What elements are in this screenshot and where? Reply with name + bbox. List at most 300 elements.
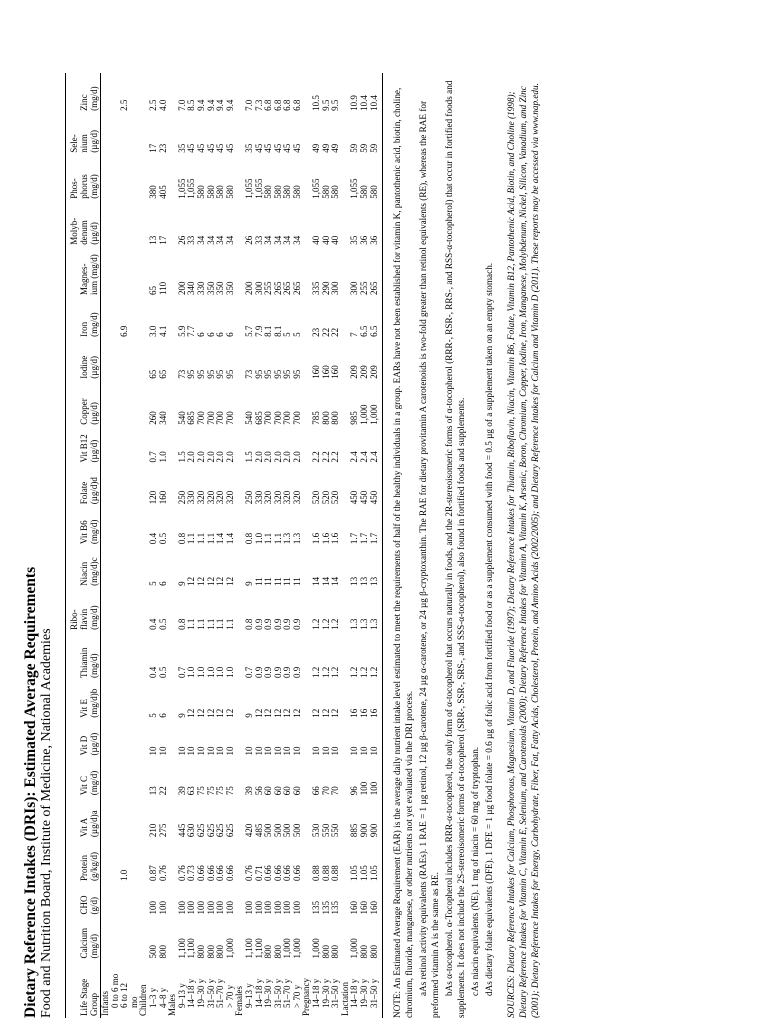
- value-cell: 0.9: [291, 666, 302, 678]
- value-cell: [111, 247, 121, 297]
- value-cell: 100: [157, 901, 168, 915]
- value-cell: 685: [253, 411, 264, 425]
- value-cell: 265: [272, 281, 283, 296]
- life-stage-cell: 19–30 y: [320, 978, 331, 1008]
- value-cell: 580: [205, 185, 216, 199]
- value-cell: 5: [147, 713, 158, 718]
- value-cell: 1.3: [291, 532, 302, 545]
- value-cell: [111, 506, 121, 546]
- value-cell: 1.2: [311, 618, 322, 630]
- value-cell: 900: [359, 823, 370, 838]
- value-cell: 4.1: [157, 325, 168, 337]
- value-cell: 1,055: [253, 178, 264, 199]
- value-cell: [120, 247, 130, 297]
- value-cell: 405: [157, 185, 168, 199]
- value-cell: 100: [291, 901, 302, 915]
- value-cell: 100: [186, 901, 197, 915]
- value-cell: 500: [272, 823, 283, 838]
- value-cell: 1.0: [215, 666, 226, 678]
- value-cell: 75: [195, 786, 206, 796]
- value-cell: 320: [282, 490, 293, 505]
- value-cell: 0.8: [243, 618, 254, 630]
- value-cell: [120, 506, 130, 546]
- value-cell: 800: [157, 944, 168, 959]
- value-cell: 1.0: [157, 451, 168, 463]
- column-header: Sele- nium (µg/d): [66, 113, 101, 155]
- value-cell: 1,000: [291, 938, 302, 959]
- value-cell: [111, 797, 121, 839]
- value-cell: 7.9: [253, 325, 264, 337]
- value-cell: 320: [291, 490, 302, 505]
- value-cell: 200: [176, 281, 187, 296]
- value-cell: 33: [253, 235, 264, 245]
- value-cell: 10: [205, 746, 216, 756]
- value-cell: 2.2: [320, 451, 331, 463]
- value-cell: [120, 632, 130, 680]
- value-cell: 0.9: [291, 618, 302, 630]
- table-row: [293, 73, 303, 1018]
- value-cell: 7.0: [176, 99, 187, 111]
- value-cell: 9.4: [224, 99, 235, 111]
- value-cell: 66: [311, 786, 322, 796]
- value-cell: 450: [370, 464, 383, 506]
- value-cell: 1,055: [243, 178, 254, 199]
- value-cell: [130, 757, 140, 797]
- value-cell: 900: [370, 797, 383, 839]
- value-cell: 9.5: [320, 99, 331, 111]
- value-cell: [130, 588, 140, 632]
- column-header: Vit C (mg/d): [66, 757, 101, 797]
- value-cell: 34: [291, 235, 302, 245]
- value-cell: [101, 506, 111, 546]
- value-cell: 0.88: [320, 865, 331, 882]
- column-header: Iron (mg/d): [66, 297, 101, 339]
- value-cell: 800: [272, 944, 283, 959]
- value-cell: 2.0: [291, 451, 302, 463]
- value-cell: 9: [176, 581, 187, 586]
- value-cell: 885: [349, 823, 360, 838]
- value-cell: 0.4: [147, 666, 158, 678]
- value-cell: 95: [215, 369, 226, 379]
- value-cell: 13: [370, 546, 383, 588]
- value-cell: 135: [330, 901, 341, 915]
- value-cell: [120, 381, 130, 427]
- value-cell: 0.5: [157, 666, 168, 678]
- value-cell: 33: [186, 235, 197, 245]
- value-cell: [101, 73, 111, 113]
- column-header: Vit B12 (µg/d): [66, 427, 101, 465]
- value-cell: 520: [320, 490, 331, 505]
- value-cell: 800: [320, 411, 331, 425]
- value-cell: 1.7: [370, 506, 383, 546]
- value-cell: 1.05: [359, 865, 370, 882]
- value-cell: [111, 588, 121, 632]
- value-cell: 45: [263, 143, 274, 153]
- value-cell: [120, 917, 130, 961]
- value-cell: 22: [157, 786, 168, 796]
- value-cell: 0.5: [157, 618, 168, 630]
- value-cell: 320: [205, 490, 216, 505]
- value-cell: 59: [359, 143, 370, 153]
- value-cell: 45: [282, 143, 293, 153]
- value-cell: 100: [147, 901, 158, 915]
- column-header: Phos- phorus (mg/d): [66, 155, 101, 201]
- value-cell: 75: [205, 786, 216, 796]
- life-stage-cell: 4–8 y: [157, 987, 168, 1008]
- value-cell: 800: [195, 944, 206, 959]
- value-cell: 73: [243, 369, 254, 379]
- value-cell: 320: [272, 490, 283, 505]
- value-cell: 0.66: [272, 865, 283, 882]
- value-cell: 0.66: [263, 865, 274, 882]
- column-header: Vit B6 (mg/d): [66, 506, 101, 546]
- value-cell: 2.0: [253, 451, 264, 463]
- value-cell: 49: [311, 143, 322, 153]
- value-cell: 10: [157, 746, 168, 756]
- life-stage-cell: 14–18 y: [311, 978, 322, 1008]
- value-cell: 540: [176, 411, 187, 425]
- value-cell: 275: [157, 823, 168, 838]
- value-cell: 34: [205, 235, 216, 245]
- value-cell: 6.5: [370, 297, 383, 339]
- value-cell: 985: [349, 411, 360, 425]
- value-cell: 8.1: [272, 325, 283, 337]
- column-header: Life Stage Group: [66, 960, 101, 1018]
- value-cell: 14: [330, 576, 341, 586]
- value-cell: 12: [195, 708, 206, 718]
- value-cell: 13: [349, 576, 360, 586]
- table-body: [101, 73, 383, 1018]
- value-cell: 1,000: [224, 938, 235, 959]
- value-cell: 500: [147, 944, 158, 959]
- value-cell: 10: [282, 746, 293, 756]
- column-header: Copper (µg/d): [66, 381, 101, 427]
- value-cell: 1.5: [243, 451, 254, 463]
- value-cell: [120, 464, 130, 506]
- value-cell: 60: [282, 786, 293, 796]
- value-cell: 8.5: [186, 99, 197, 111]
- value-cell: 0.66: [215, 865, 226, 882]
- value-cell: 160: [311, 365, 322, 379]
- value-cell: 36: [359, 235, 370, 245]
- life-stage-cell: 9–13 y: [176, 983, 187, 1008]
- value-cell: 5: [282, 332, 293, 337]
- value-cell: [101, 339, 111, 381]
- value-cell: 1.05: [370, 839, 383, 883]
- life-stage-cell: 14–18 y: [253, 978, 264, 1008]
- value-cell: 10: [320, 746, 331, 756]
- value-cell: 1,100: [253, 938, 264, 959]
- value-cell: 250: [243, 490, 254, 505]
- value-cell: 800: [215, 944, 226, 959]
- value-cell: 0.7: [176, 666, 187, 678]
- life-stage-cell: 31–50 y: [272, 978, 283, 1008]
- value-cell: 95: [253, 369, 264, 379]
- value-cell: 10: [330, 746, 341, 756]
- value-cell: 13: [147, 786, 158, 796]
- value-cell: 7.0: [243, 99, 254, 111]
- value-cell: [111, 155, 121, 201]
- life-stage-cell: 19–30 y: [263, 978, 274, 1008]
- value-cell: 265: [291, 281, 302, 296]
- value-cell: 445: [176, 823, 187, 838]
- value-cell: 0.87: [147, 865, 158, 882]
- life-stage-cell: 14–18 y: [349, 978, 360, 1008]
- table-row: [120, 73, 130, 1018]
- value-cell: 2.0: [224, 451, 235, 463]
- value-cell: 45: [195, 143, 206, 153]
- value-cell: 40: [320, 235, 331, 245]
- value-cell: 330: [186, 490, 197, 505]
- value-cell: 49: [320, 143, 331, 153]
- value-cell: 12: [224, 708, 235, 718]
- value-cell: 1.5: [176, 451, 187, 463]
- table-row: [226, 73, 236, 1018]
- value-cell: [101, 427, 111, 465]
- value-cell: [101, 247, 111, 297]
- column-header: Vit A (µg/d)a: [66, 797, 101, 839]
- value-cell: 200: [243, 281, 254, 296]
- value-cell: 340: [157, 411, 168, 425]
- life-stage-cell: Infants: [100, 991, 110, 1016]
- value-cell: 1.1: [186, 618, 197, 630]
- value-cell: 10: [291, 746, 302, 756]
- value-cell: 22: [330, 327, 341, 337]
- value-cell: [101, 201, 111, 247]
- value-cell: 1.0: [205, 666, 216, 678]
- value-cell: 0.9: [282, 666, 293, 678]
- value-cell: 135: [311, 901, 322, 915]
- value-cell: 160: [330, 365, 341, 379]
- value-cell: 10: [311, 746, 322, 756]
- value-cell: 45: [205, 143, 216, 153]
- value-cell: 2.4: [370, 427, 383, 465]
- value-cell: [130, 506, 140, 546]
- value-cell: 35: [349, 235, 360, 245]
- value-cell: 7: [349, 332, 360, 337]
- value-cell: 1.0: [195, 666, 206, 678]
- value-cell: 1.6: [320, 532, 331, 545]
- value-cell: 1.1: [272, 532, 283, 545]
- value-cell: [111, 917, 121, 961]
- value-cell: 10: [359, 746, 370, 756]
- value-cell: 65: [147, 369, 158, 379]
- table-row: [370, 73, 383, 1018]
- value-cell: 580: [272, 185, 283, 199]
- value-cell: 0.9: [253, 618, 264, 630]
- value-cell: 60: [272, 786, 283, 796]
- column-header: Ribo- flavin (mg/d): [66, 588, 101, 632]
- value-cell: [101, 720, 111, 758]
- value-cell: 255: [263, 281, 274, 296]
- value-cell: 580: [291, 185, 302, 199]
- value-cell: 60: [291, 786, 302, 796]
- value-cell: 625: [205, 823, 216, 838]
- value-cell: 580: [215, 185, 226, 199]
- value-cell: [130, 883, 140, 916]
- column-header: Vit D (µg/d): [66, 720, 101, 758]
- value-cell: 12: [253, 708, 264, 718]
- value-cell: 9.5: [330, 99, 341, 111]
- value-cell: 7.7: [186, 325, 197, 337]
- value-cell: [130, 464, 140, 506]
- value-cell: 0.9: [263, 618, 274, 630]
- value-cell: 70: [320, 786, 331, 796]
- column-header: Zinc (mg/d): [66, 73, 101, 113]
- value-cell: 1,055: [349, 178, 360, 199]
- value-cell: 530: [311, 823, 322, 838]
- value-cell: 59: [370, 113, 383, 155]
- column-header: Magnes- ium (mg/d): [66, 247, 101, 297]
- value-cell: 320: [224, 490, 235, 505]
- value-cell: 0.9: [253, 666, 264, 678]
- value-cell: 120: [147, 490, 158, 505]
- life-stage-cell: 14–18 y: [186, 978, 197, 1008]
- value-cell: 0.9: [272, 666, 283, 678]
- value-cell: 685: [186, 411, 197, 425]
- value-cell: 260: [147, 411, 158, 425]
- value-cell: [101, 680, 111, 720]
- value-cell: 540: [243, 411, 254, 425]
- value-cell: 1.4: [215, 532, 226, 545]
- value-cell: 700: [282, 411, 293, 425]
- value-cell: 40: [311, 235, 322, 245]
- value-cell: 9: [243, 713, 254, 718]
- value-cell: 420: [243, 823, 254, 838]
- value-cell: 580: [370, 155, 383, 201]
- value-cell: 2.5: [119, 99, 130, 111]
- value-cell: 95: [263, 369, 274, 379]
- value-cell: 12: [186, 708, 197, 718]
- value-cell: 5.7: [243, 325, 254, 337]
- life-stage-cell: > 70 y: [224, 984, 235, 1008]
- value-cell: 12: [215, 576, 226, 586]
- value-cell: 6: [157, 581, 168, 586]
- value-cell: 520: [330, 490, 341, 505]
- value-cell: 10: [263, 746, 274, 756]
- value-cell: 49: [330, 143, 341, 153]
- value-cell: 16: [370, 680, 383, 720]
- value-cell: 320: [263, 490, 274, 505]
- value-cell: 1,055: [176, 178, 187, 199]
- value-cell: 160: [320, 365, 331, 379]
- value-cell: [130, 427, 140, 465]
- value-cell: [120, 883, 130, 916]
- value-cell: 1,100: [176, 938, 187, 959]
- table-row: [159, 73, 169, 1018]
- value-cell: 11: [291, 577, 302, 586]
- value-cell: 10.4: [359, 95, 370, 111]
- value-cell: 10: [349, 746, 360, 756]
- value-cell: 0.4: [147, 532, 158, 545]
- value-cell: 265: [370, 247, 383, 297]
- value-cell: 1.2: [370, 632, 383, 680]
- value-cell: 10: [215, 746, 226, 756]
- value-cell: [130, 546, 140, 588]
- value-cell: 300: [349, 281, 360, 296]
- value-cell: 1,000: [359, 404, 370, 425]
- value-cell: 10: [253, 746, 264, 756]
- value-cell: 1.7: [349, 532, 360, 545]
- value-cell: 6.8: [263, 99, 274, 111]
- value-cell: [130, 632, 140, 680]
- value-cell: [130, 917, 140, 961]
- value-cell: 10: [195, 746, 206, 756]
- value-cell: 1.1: [215, 618, 226, 630]
- value-cell: 100: [282, 901, 293, 915]
- value-cell: [120, 588, 130, 632]
- value-cell: 1.7: [359, 532, 370, 545]
- value-cell: 1,000: [349, 938, 360, 959]
- value-cell: 45: [272, 143, 283, 153]
- value-cell: 625: [215, 823, 226, 838]
- value-cell: 11: [282, 577, 293, 586]
- value-cell: 580: [263, 185, 274, 199]
- value-cell: 34: [282, 235, 293, 245]
- value-cell: 700: [195, 411, 206, 425]
- value-cell: 12: [195, 576, 206, 586]
- value-cell: 39: [176, 786, 187, 796]
- value-cell: 0.8: [176, 532, 187, 545]
- value-cell: 1.6: [330, 532, 341, 545]
- sources-text: SOURCES: Dietary Reference Intakes for Calcium, Phosphorous, Magnesium, Vitamin D, and Fluoride (1997); Dietary Reference Intakes for Thiamin, Riboflavin, Niacin, Vitamin B6, Folate, Vitamin B12, Pantothenic Acid, Biotin, and Choline (1998); Dietary Reference Intakes for Vitamin C, Vitamin E, Selenium, and Carotenoids (2000); Dietary Reference Intakes for Vitamin A, Vitamin K, Arsenic, Boron, Chromium, Copper, Iodine, Iron, Manganese, Molybdenum, Nickel, Silicon, Vanadium, and Zinc (2001); Dietary Reference Intakes for Energy, Carbohydrate, Fiber, Fat, Fatty Acids, Cholesterol, Protein, and Amino Acids (2002/2005); and Dietary Reference Intakes for Calcium and Vitamin D (2011). These reports may be accessed via www.nap.edu.: [506, 83, 541, 1018]
- value-cell: 12: [330, 708, 341, 718]
- value-cell: 2.2: [311, 451, 322, 463]
- value-cell: [130, 155, 140, 201]
- value-cell: [111, 632, 121, 680]
- value-cell: [111, 339, 121, 381]
- value-cell: [101, 757, 111, 797]
- value-cell: 1,100: [186, 938, 197, 959]
- value-cell: 500: [263, 823, 274, 838]
- value-cell: 100: [253, 901, 264, 915]
- value-cell: 2.0: [282, 451, 293, 463]
- value-cell: [120, 113, 130, 155]
- life-stage-cell: 9–13 y: [243, 983, 254, 1008]
- value-cell: [130, 339, 140, 381]
- value-cell: [101, 464, 111, 506]
- value-cell: 12: [291, 708, 302, 718]
- value-cell: 14: [311, 576, 322, 586]
- value-cell: 0.8: [176, 618, 187, 630]
- life-stage-cell: 0 to 6 mo: [109, 973, 120, 1008]
- value-cell: 96: [349, 786, 360, 796]
- value-cell: [111, 113, 121, 155]
- value-cell: 580: [224, 185, 235, 199]
- value-cell: 40: [330, 235, 341, 245]
- footnote-d: dAs dietary folate equivalents (DFE). 1 DFE = 1 µg food folate = 0.6 µg of folic acid from fortified food or as a supplement consumed with food = 0.5 µg of a supplement taken on an empty stomach.: [484, 262, 495, 996]
- value-cell: 5: [147, 581, 158, 586]
- value-cell: [111, 546, 121, 588]
- value-cell: 70: [330, 786, 341, 796]
- value-cell: 9.4: [215, 99, 226, 111]
- rotated-table-page: [22, 18, 762, 1018]
- value-cell: 250: [176, 490, 187, 505]
- value-cell: 1.1: [186, 532, 197, 545]
- ear-table: [65, 73, 383, 1018]
- value-cell: [111, 464, 121, 506]
- note-text: NOTE: An Estimated Average Requirement (EAR) is the average daily nutrient intake level estimated to meet the requirements of half of the healthy individuals in a group. EARs have not been established for vitamin K, pantothenic acid, biotin, choline, chromium, fluoride, manganese, or other nutrients not yet evaluated via the DRI process.: [392, 87, 415, 1018]
- value-cell: [120, 201, 130, 247]
- value-cell: 10: [224, 746, 235, 756]
- footnote-b: bAs α-tocopherol. α-Tocopherol includes RRR-α-tocopherol, the only form of α-tocopherol that occurs naturally in foods, and the 2R-stereoisomeric forms of α-tocopherol (RRR-, RSR-, RRS-, and RSS-α-tocopherol) that occur in fortified foods and supplements. It does not include the 2S-stereoisomeric forms of α-tocopherol (SRR-, SSR-, SRS-, and SSS-α-tocopherol), also found in fortified foods and supplements.: [444, 80, 467, 1018]
- life-stage-cell: 31–50 y: [370, 960, 383, 1018]
- value-cell: 0.73: [186, 865, 197, 882]
- value-cell: 7.3: [253, 99, 264, 111]
- table-header-row: [66, 73, 101, 1018]
- value-cell: 1.1: [205, 532, 216, 545]
- value-cell: 34: [195, 235, 206, 245]
